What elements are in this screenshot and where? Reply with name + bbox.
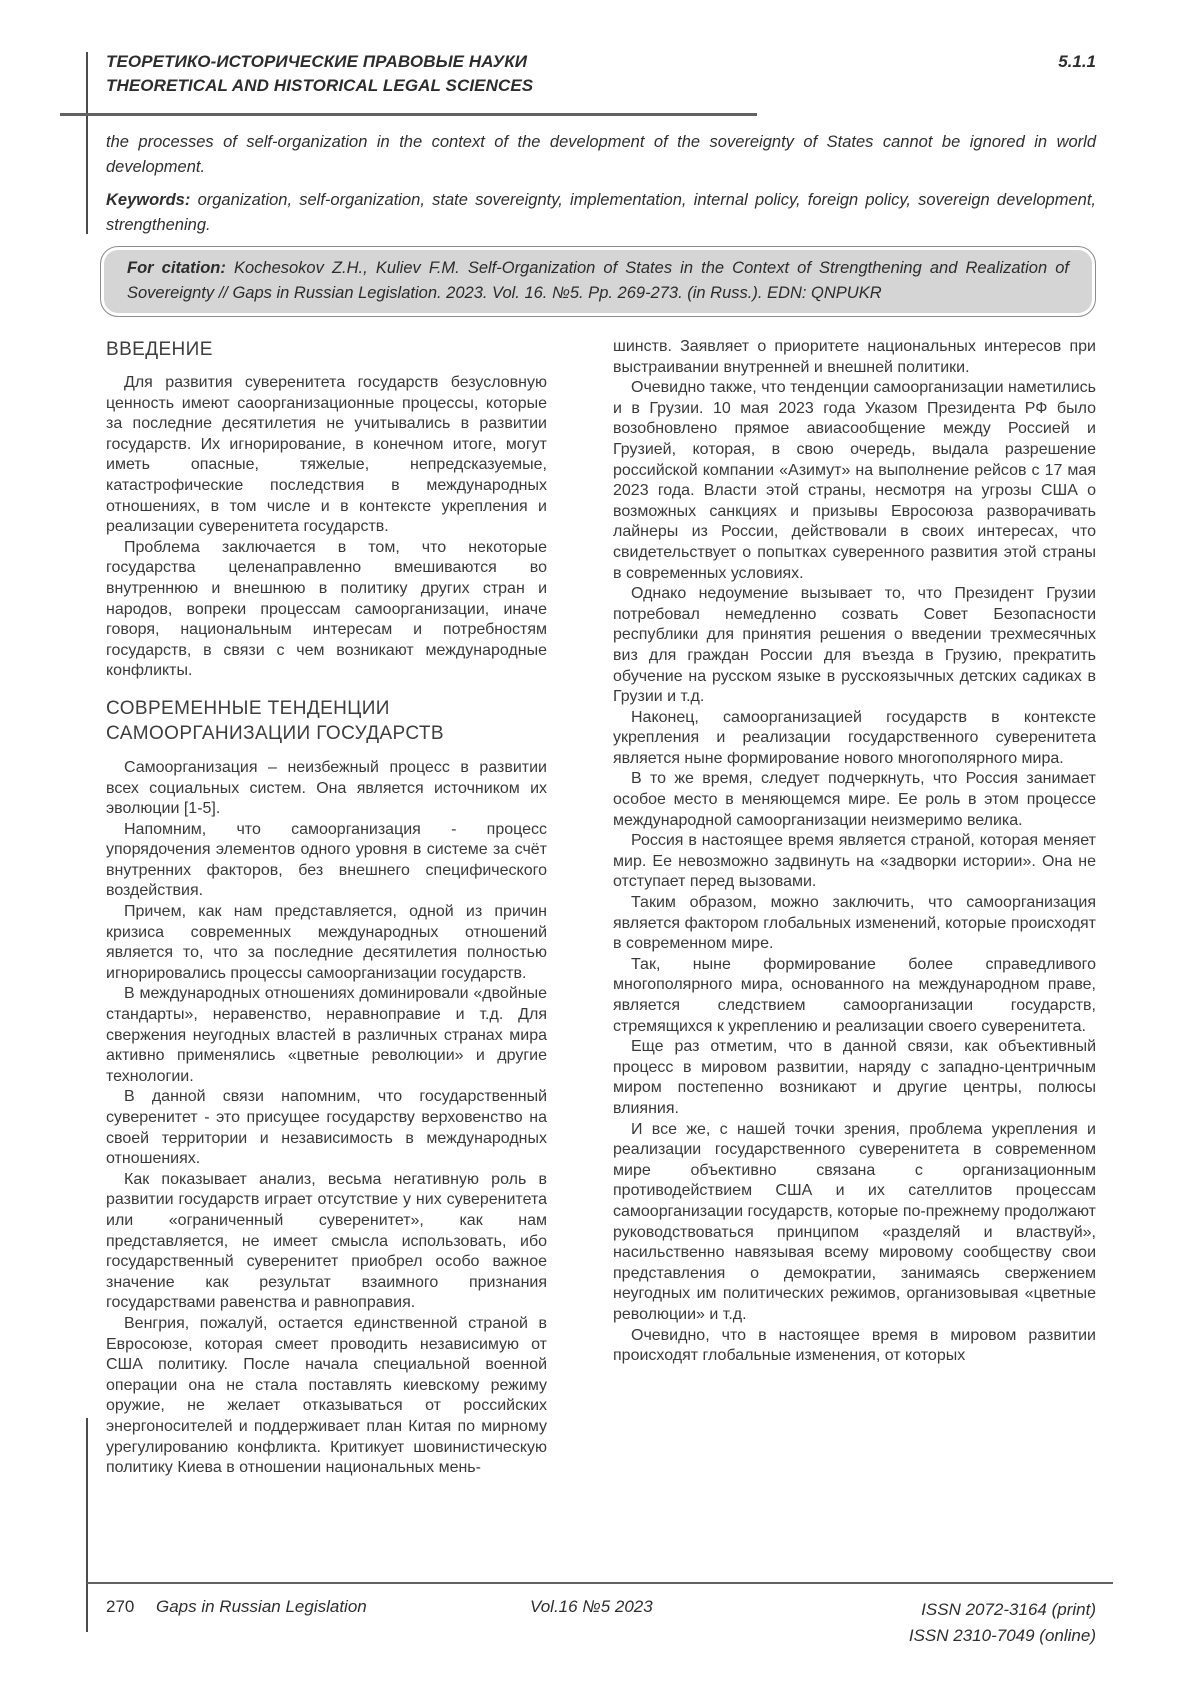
footer-divider-line xyxy=(87,1582,1113,1584)
page-number: 270 xyxy=(106,1597,135,1616)
paragraph: Самоорганизация – неизбежный процесс в развитии всех социальных систем. Она является источником их эволюции [1-5]. xyxy=(106,758,547,818)
paragraph: Причем, как нам представляется, одной из причин кризиса современных международных отношений является то, что за последние десятилетия полностью игнорировались процессы самоорганизации государств. xyxy=(106,903,547,982)
paragraph: Наконец, самоорганизацией государств в контексте укрепления и реализации государственного суверенитета является ныне формирование нового многополярного мира. xyxy=(613,708,1096,767)
paragraph: Таким образом, можно заключить, что самоорганизация является фактором глобальных изменений, которые происходят в современном мире. xyxy=(613,894,1096,953)
paragraph: Россия в настоящее время является страной, которая меняет мир. Ее невозможно задвинуть на «задворки истории». Она не отступает перед вызовами. xyxy=(613,832,1096,891)
issn-online: ISSN 2310-7049 (online) xyxy=(908,1626,1096,1645)
section-titles xyxy=(106,50,533,98)
issn-print: ISSN 2072-3164 (print) xyxy=(921,1600,1096,1619)
paragraph: Проблема заключается в том, что некоторые государства целенаправленно вмешиваются во внутреннюю и внешнюю в политику других стран и народов, вопреки процессам самоорганизации, иначе говоря, национальным интересам и потребностям государств, в связи с чем возникают международные конфликты. xyxy=(106,538,547,680)
journal-title: Gaps in Russian Legislation xyxy=(156,1597,367,1616)
paragraph: В то же время, следует подчеркнуть, что Россия занимает особое место в меняющемся мире. Ее роль в этом процессе международной самоорганизации неизмеримо велика. xyxy=(613,770,1096,829)
paragraph: Как показывает анализ, весьма негативную роль в развитии государств играет отсутствие у них суверенитета или «ограниченный суверенитет», как нам представляется, не имеет смысла использовать, ибо государственный суверенитет приобрел особо важное значение как результат взаимного признания государствами равенства и равноправия. xyxy=(106,1170,547,1312)
continuation-paragraph: шинств. Заявляет о приоритете национальных интересов при выстраивании внутренней и внешней политики. xyxy=(613,338,1096,376)
running-head xyxy=(106,50,1096,98)
volume-issue: Vol.16 №5 2023 xyxy=(530,1597,653,1616)
left-margin-line-top xyxy=(86,52,88,234)
keywords-text: organization, self-organization, state sovereignty, implementation, internal policy, foreign policy, sovereign development, strengthening. xyxy=(106,191,1096,234)
citation-text: Kochesokov Z.H., Kuliev F.M. Self-Organization of States in the Context of Strengthening and Realization of Sovereignty // Gaps in Russian Legislation. 2023. Vol. 16. №5. Pp. 269-273. (in Russ.). EDN: QNPUKR xyxy=(127,259,1070,302)
heading-line-1: СОВРЕМЕННЫЕ ТЕНДЕНЦИИ xyxy=(106,697,390,719)
section-title-ru: ТЕОРЕТИКО-ИСТОРИЧЕСКИЕ ПРАВОВЫЕ НАУКИ xyxy=(106,52,528,71)
right-column xyxy=(613,337,1096,1367)
header-divider-line xyxy=(60,113,757,116)
left-margin-line-bottom xyxy=(86,1418,88,1632)
keywords-line xyxy=(106,188,1096,238)
heading-modern-tendencies xyxy=(106,696,547,746)
heading-introduction: ВВЕДЕНИЕ xyxy=(106,339,213,360)
main-paragraphs xyxy=(106,758,547,1479)
intro-paragraphs xyxy=(106,373,547,682)
specialty-code: 5.1.1 xyxy=(1058,52,1096,71)
paragraph: Еще раз отметим, что в данной связи, как объективный процесс в мировом развитии, наряду с западно-центричным миром постепенно возникают и другие центры, полюсы влияния. xyxy=(613,1038,1096,1117)
paragraph: В международных отношениях доминировали «двойные стандарты», неравенство, неравноправие и т.д. Для свержения неугодных властей в различных странах мира активно применялись «цветные революции» и другие технологии. xyxy=(106,985,547,1085)
paragraph: Очевидно также, что тенденции самоорганизации наметились и в Грузии. 10 мая 2023 года Указом Президента РФ было возобновлено прямое авиасообщение между Россией и Грузией, которая, в свою очередь, выдала разрешение российской компании «Азимут» на выполнение рейсов с 17 мая 2023 года. Власти этой страны, несмотря на угрозы США о возможных санкциях и призывы Евросоюза разворачивать лайнеры из России, действовали в своих интересах, что свидетельствует о попытках суверенного развития этой страны в современных условиях. xyxy=(613,379,1096,582)
left-column xyxy=(106,337,547,1479)
paragraph: Венгрия, пожалуй, остается единственной страной в Евросоюзе, которая смеет проводить независимую от США политику. После начала специальной военной операции она не стала поставлять киевскому режиму оружие, не желает отказываться от российских энергоносителей и поддерживает план Китая по мирному урегулированию конфликта. Критикует шовинистическую политику Киева в отношении национальных мень- xyxy=(106,1314,547,1477)
citation-label: For citation: xyxy=(127,259,226,277)
abstract-text: the processes of self-organization in the context of the development of the sovereignty of States cannot be ignored in world development. xyxy=(106,133,1096,176)
paragraph: Напомним, что самоорганизация - процесс упорядочения элементов одного уровня в системе за счёт внутренних факторов, без внешнего специфического воздействия. xyxy=(106,820,547,900)
heading-line-2: САМООРГАНИЗАЦИИ ГОСУДАРСТВ xyxy=(106,722,444,744)
section-title-en: THEORETICAL AND HISTORICAL LEGAL SCIENCES xyxy=(106,76,534,95)
issn-block xyxy=(909,1597,1096,1649)
paragraph: И все же, с нашей точки зрения, проблема укрепления и реализации государственного суверенитета в современном мире объективно связана с организационным противодействием США и их сателлитов процессам самоорганизации государств, которые по-прежнему продолжают руководствоваться принципом «разделяй и властвуй», насильственно навязывая всему мировому сообществу свои представления о демократии, занимаясь свержением неугодных им политических режимов, организовывая «цветные революции» и т.д. xyxy=(613,1120,1096,1323)
keywords-label: Keywords: xyxy=(106,191,191,209)
paragraph: В данной связи напомним, что государственный суверенитет - это присущее государству верховенство на своей территории и независимость в международных отношениях. xyxy=(106,1088,547,1168)
right-paragraphs xyxy=(613,378,1096,1367)
citation-box xyxy=(100,246,1096,317)
paragraph: Так, ныне формирование более справедливого многополярного мира, основанного на международном праве, является следствием самоорганизации государств, стремящихся к укреплению и реализации своего суверенитета. xyxy=(613,955,1096,1035)
paragraph: Однако недоумение вызывает то, что Президент Грузии потребовал немедленно созвать Совет Безопасности республики для принятия решения о введении трехмесячных виз для граждан России для въезда в Грузию, прекратить обучение на русском языке в русскоязычных детских садиках в Грузии и т.д. xyxy=(613,585,1096,706)
paragraph: Для развития суверенитета государств безусловную ценность имеют саоорганизационные процессы, которые за последние десятилетия не учитывались в развитии государств. Их игнорирование, в конечном итоге, могут иметь опасные, тяжелые, непредсказуемые, катастрофические последствия в международных отношениях, в том числе и в контексте укрепления и реализации суверенитета государств. xyxy=(106,374,547,536)
paragraph: Очевидно, что в настоящее время в мировом развитии происходят глобальные изменения, от которых xyxy=(613,1326,1096,1365)
